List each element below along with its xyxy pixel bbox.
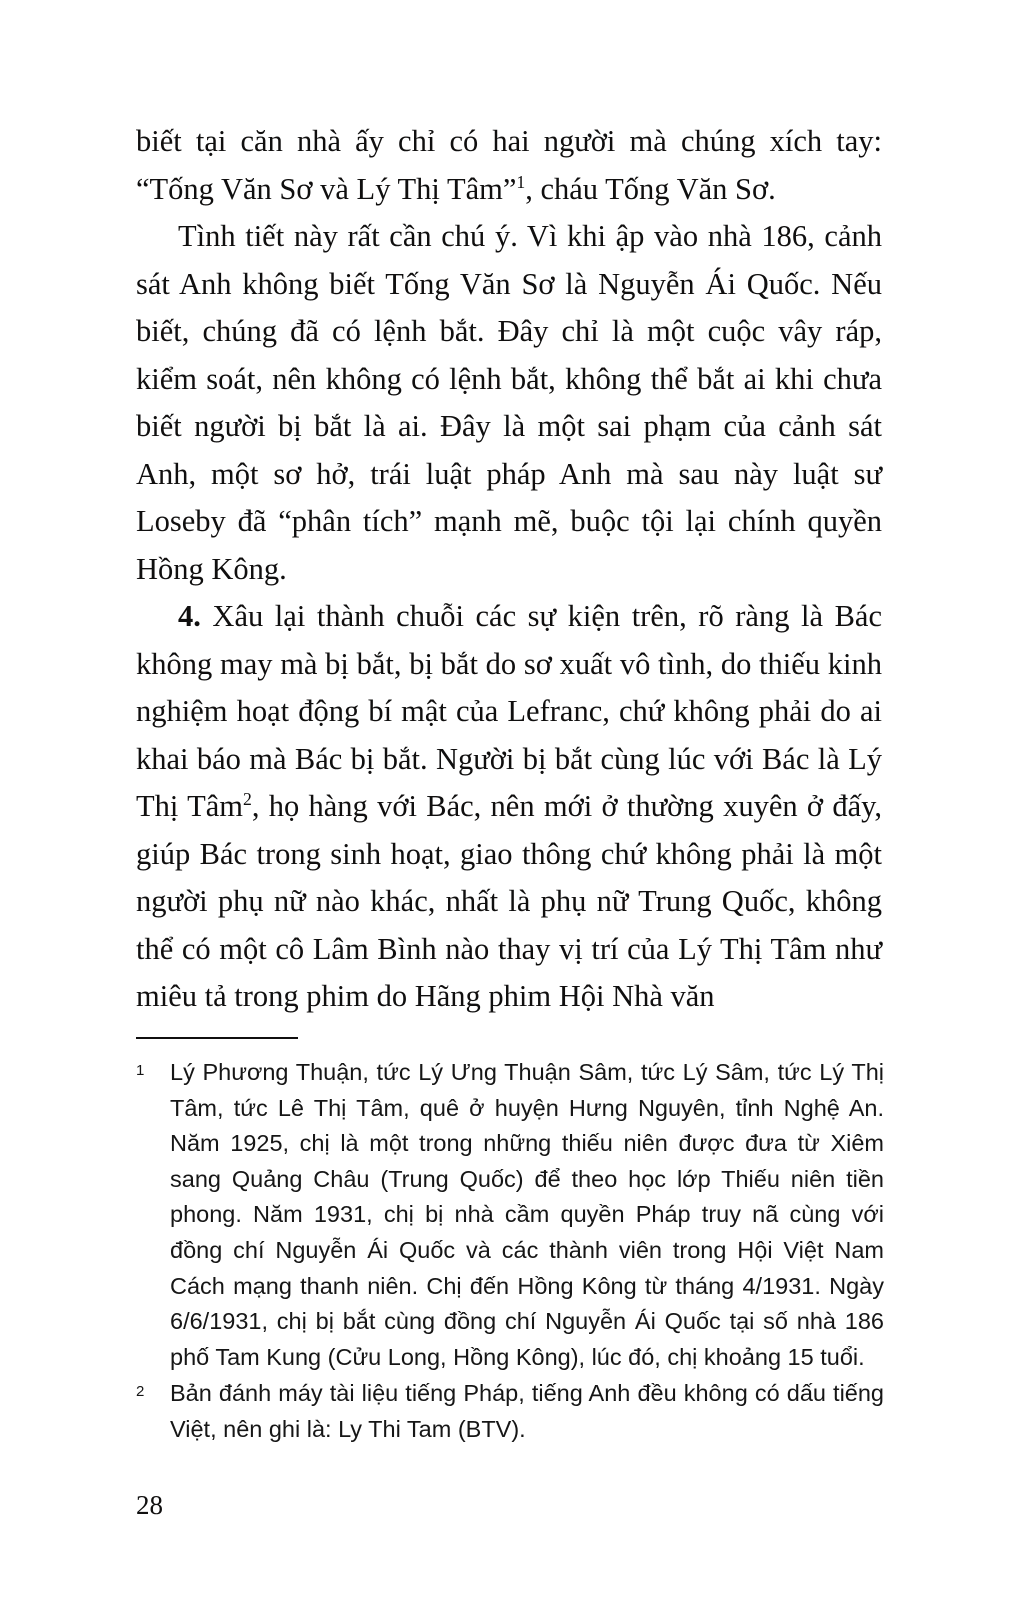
body-paragraph-2 xyxy=(136,213,882,593)
footnote-item-2 xyxy=(136,1376,884,1447)
paragraph-1-text-before-footnote: biết tại căn nhà ấy chỉ có hai người mà chúng xích tay: “Tống Văn Sơ và Lý Thị Tâm” xyxy=(136,124,882,206)
footnote-ref-2[interactable]: 2 xyxy=(242,788,252,809)
footnote-item-1 xyxy=(136,1055,884,1375)
footnote-section xyxy=(136,1037,884,1449)
body-paragraph-1 xyxy=(136,118,882,213)
paragraph-3-text-after-footnote: , họ hàng với Bác, nên mới ở thường xuyên ở đấy, giúp Bác trong sinh hoạt, giao thông chứ không phải là một người phụ nữ nào khác, nhất là phụ nữ Trung Quốc, không thể có một cô Lâm Bình nào thay vị trí của Lý Thị Tâm như miêu tả trong phim do Hãng phim Hội Nhà văn xyxy=(136,789,882,1013)
footnote-separator-rule xyxy=(136,1037,298,1039)
paragraph-3-text-before-footnote: Xâu lại thành chuỗi các sự kiện trên, rõ ràng là Bác không may mà bị bắt, bị bắt do sơ xuất vô tình, do thiếu kinh nghiệm hoạt động bí mật của Lefranc, chứ không phải do ai khai báo mà Bác bị bắt. Người bị bắt cùng lúc với Bác là Lý Thị Tâm xyxy=(136,599,882,823)
paragraph-3-number-marker: 4. xyxy=(178,599,201,633)
footnote-ref-1[interactable]: 1 xyxy=(516,171,526,192)
paragraph-1-text-after-footnote: , cháu Tống Văn Sơ. xyxy=(525,171,776,206)
body-paragraph-3 xyxy=(136,593,882,1021)
paragraph-2-text: Tình tiết này rất cần chú ý. Vì khi ập vào nhà 186, cảnh sát Anh không biết Tống Văn Sơ là Nguyễn Ái Quốc. Nếu biết, chúng đã có lệnh bắt. Đây chỉ là một cuộc vây ráp, kiểm soát, nên không có lệnh bắt, không thể bắt ai khi chưa biết người bị bắt là ai. Đây là một sai phạm của cảnh sát Anh, một sơ hở, trái luật pháp Anh mà sau này luật sư Loseby đã “phân tích” mạnh mẽ, buộc tội lại chính quyền Hồng Kông. xyxy=(136,219,882,586)
footnote-text-1: Lý Phương Thuận, tức Lý Ưng Thuận Sâm, tức Lý Sâm, tức Lý Thị Tâm, tức Lê Thị Tâm, quê ở huyện Hưng Nguyên, tỉnh Nghệ An. Năm 1925, chị là một trong những thiếu niên được đưa từ Xiêm sang Quảng Châu (Trung Quốc) để theo học lớp Thiếu niên tiền phong. Năm 1931, chị bị nhà cầm quyền Pháp truy nã cùng với đồng chí Nguyễn Ái Quốc và các thành viên trong Hội Việt Nam Cách mạng thanh niên. Chị đến Hồng Kông từ tháng 4/1931. Ngày 6/6/1931, chị bị bắt cùng đồng chí Nguyễn Ái Quốc tại số nhà 186 phố Tam Kung (Cửu Long, Hồng Kông), lúc đó, chị khoảng 15 tuổi. xyxy=(170,1059,884,1370)
page-body-content xyxy=(136,118,882,1021)
footnote-marker-2: 2 xyxy=(136,1383,145,1401)
page-number: 28 xyxy=(136,1490,163,1520)
footnote-marker-1: 1 xyxy=(136,1062,145,1079)
footnote-text-2: Bản đánh máy tài liệu tiếng Pháp, tiếng Anh đều không có dấu tiếng Việt, nên ghi là: Ly Thi Tam (BTV). xyxy=(170,1380,884,1442)
